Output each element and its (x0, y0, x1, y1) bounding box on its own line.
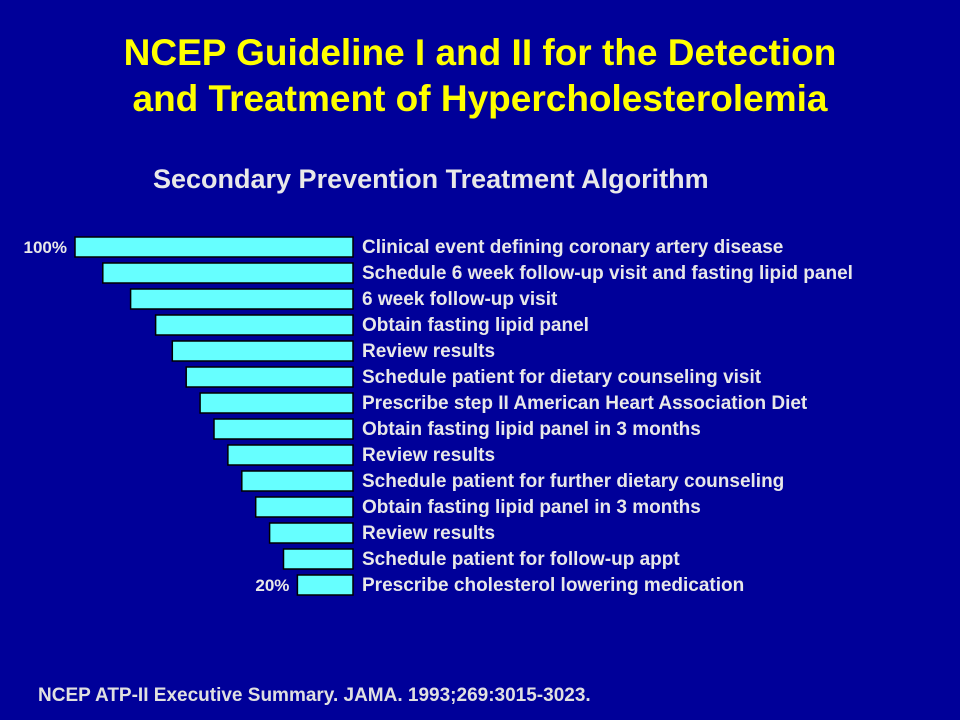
step-label-6: Schedule patient for dietary counseling visit (362, 367, 762, 388)
bar-14 (297, 575, 353, 595)
step-label-1: Clinical event defining coronary artery disease (362, 237, 784, 258)
step-label-11: Obtain fasting lipid panel in 3 months (362, 497, 701, 518)
step-label-3: 6 week follow-up visit (362, 289, 558, 310)
bar-10 (242, 471, 353, 491)
step-label-12: Review results (362, 523, 496, 544)
bar-8 (214, 419, 353, 439)
bar-12 (270, 523, 353, 543)
step-label-7: Prescribe step II American Heart Association Diet (362, 393, 808, 414)
bar-5 (172, 341, 353, 361)
bar-7 (200, 393, 353, 413)
title-line-1: NCEP Guideline I and II for the Detection (123, 32, 837, 73)
step-label-2: Schedule 6 week follow-up visit and fasting lipid panel (362, 263, 853, 284)
bar-3 (131, 289, 353, 309)
value-label-1: 100% (23, 238, 67, 257)
bar-6 (186, 367, 353, 387)
step-label-13: Schedule patient for follow-up appt (362, 549, 680, 570)
step-label-10: Schedule patient for further dietary counseling (362, 471, 785, 492)
bar-11 (256, 497, 353, 517)
title-line-2: and Treatment of Hypercholesterolemia (132, 78, 828, 119)
step-label-9: Review results (362, 445, 496, 466)
step-label-14: Prescribe cholesterol lowering medication (362, 575, 745, 596)
chart-subtitle: Secondary Prevention Treatment Algorithm (153, 164, 709, 194)
step-label-4: Obtain fasting lipid panel (362, 315, 589, 336)
step-label-8: Obtain fasting lipid panel in 3 months (362, 419, 701, 440)
step-label-5: Review results (362, 341, 496, 362)
value-label-14: 20% (255, 576, 290, 595)
bar-9 (228, 445, 353, 465)
citation: NCEP ATP-II Executive Summary. JAMA. 1993;269:3015-3023. (38, 685, 591, 706)
bar-4 (156, 315, 353, 335)
bar-2 (103, 263, 353, 283)
bar-13 (284, 549, 354, 569)
bar-1 (75, 237, 353, 257)
